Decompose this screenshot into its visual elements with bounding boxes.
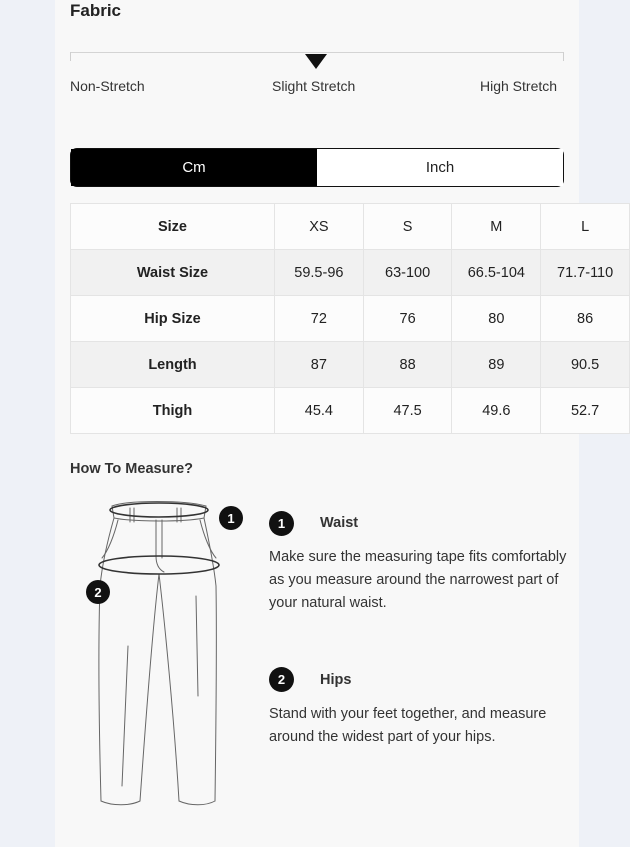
table-row — [71, 250, 630, 296]
table-cell: 47.5 — [363, 388, 452, 434]
table-cell: 59.5-96 — [275, 250, 364, 296]
table-cell: 49.6 — [452, 388, 541, 434]
table-cell: 90.5 — [541, 342, 630, 388]
table-header-size: XS — [275, 204, 364, 250]
unit-button-inch[interactable]: Inch — [317, 149, 563, 186]
table-cell: 80 — [452, 296, 541, 342]
pants-diagram-icon — [84, 496, 229, 816]
size-table-container[interactable] — [70, 203, 614, 432]
table-cell: 87 — [275, 342, 364, 388]
table-cell: 72 — [275, 296, 364, 342]
table-cell: 52.7 — [541, 388, 630, 434]
table-header-size: S — [363, 204, 452, 250]
table-cell: 86 — [541, 296, 630, 342]
table-row-label: Hip Size — [71, 296, 275, 342]
table-row — [71, 388, 630, 434]
stretch-label-slight-stretch: Slight Stretch — [272, 78, 356, 94]
table-cell: 66.5-104 — [452, 250, 541, 296]
waist-number-badge: 1 — [269, 511, 294, 536]
table-row-label: Thigh — [71, 388, 275, 434]
stretch-scale-line — [70, 52, 564, 53]
table-header-size: L — [541, 204, 630, 250]
stretch-indicator-icon — [305, 54, 327, 69]
table-row-label: Waist Size — [71, 250, 275, 296]
waist-description: Make sure the measuring tape fits comfortably as you measure around the narrowest part of your natural waist. — [269, 549, 567, 611]
fabric-title: Fabric — [70, 1, 122, 20]
table-cell: 88 — [363, 342, 452, 388]
unit-toggle — [70, 148, 564, 187]
hips-title: Hips — [320, 672, 352, 688]
table-row-label: Length — [71, 342, 275, 388]
table-cell: 89 — [452, 342, 541, 388]
waist-marker-badge: 1 — [219, 506, 243, 530]
table-cell: 63-100 — [363, 250, 452, 296]
size-table — [70, 203, 630, 434]
unit-button-cm[interactable]: Cm — [71, 149, 317, 186]
table-header-row — [71, 204, 630, 250]
table-header-size: M — [452, 204, 541, 250]
stretch-label-high-stretch: High Stretch — [480, 78, 558, 94]
table-cell: 45.4 — [275, 388, 364, 434]
stretch-scale-tick-right — [563, 52, 564, 61]
how-to-measure-title: How To Measure? — [70, 461, 193, 477]
hips-description: Stand with your feet together, and measure around the widest part of your hips. — [269, 706, 547, 745]
table-cell: 71.7-110 — [541, 250, 630, 296]
waist-title: Waist — [320, 515, 359, 531]
hips-marker-badge: 2 — [86, 580, 110, 604]
stretch-scale-tick-left — [70, 52, 71, 61]
hips-number-badge: 2 — [269, 667, 294, 692]
table-row — [71, 342, 630, 388]
stretch-label-non-stretch: Non-Stretch — [70, 78, 145, 94]
table-cell: 76 — [363, 296, 452, 342]
table-header-label: Size — [71, 204, 275, 250]
table-row — [71, 296, 630, 342]
